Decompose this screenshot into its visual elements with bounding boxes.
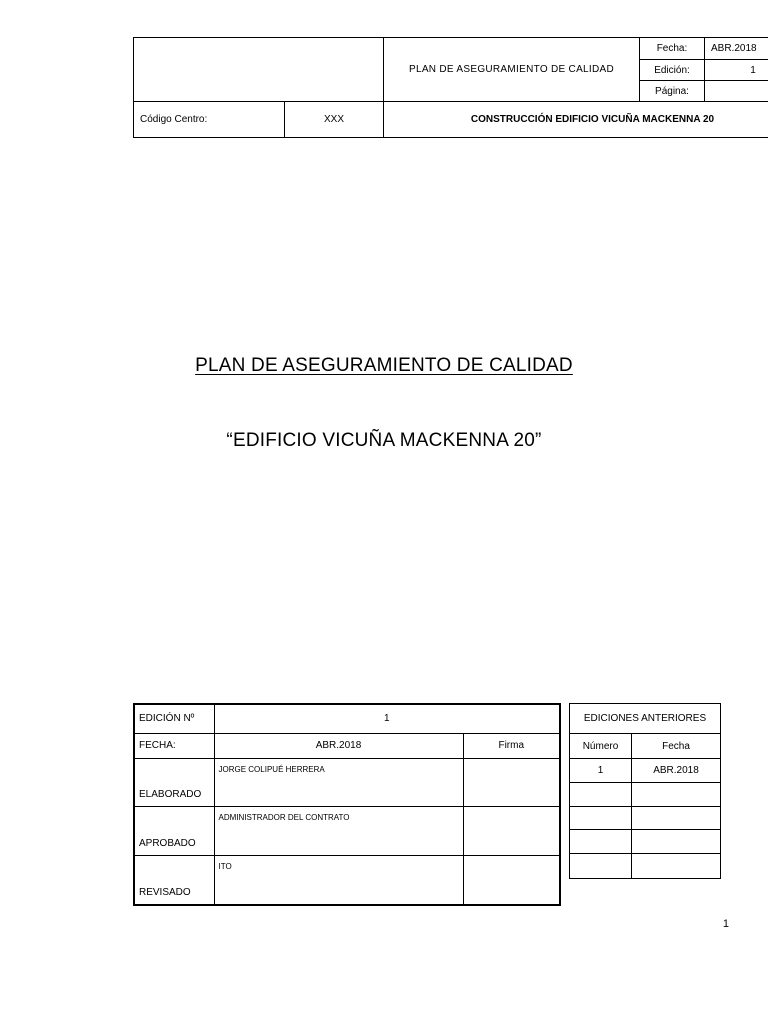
pagina-value — [705, 81, 768, 102]
header-title: PLAN DE ASEGURAMIENTO DE CALIDAD — [384, 38, 640, 102]
fecha-label: Fecha: — [640, 38, 705, 60]
fecha-value: ABR.2018 — [705, 38, 768, 60]
fecha-row-label: FECHA: — [134, 733, 214, 758]
numero-header: Número — [570, 734, 632, 759]
aprobado-signature — [463, 806, 560, 855]
document-header-table — [133, 37, 768, 138]
page-number: 1 — [722, 918, 729, 930]
revisado-name: ITO — [214, 855, 463, 905]
main-title-text: PLAN DE ASEGURAMIENTO DE CALIDAD — [195, 355, 573, 376]
edition-numero — [570, 830, 632, 854]
pagina-label: Página: — [640, 81, 705, 102]
elaborado-name: JORGE COLIPUÉ HERRERA — [214, 758, 463, 806]
aprobado-label: APROBADO — [134, 806, 214, 855]
edition-fecha — [632, 830, 721, 854]
edition-numero — [570, 807, 632, 830]
edition-numero: 1 — [570, 759, 632, 783]
elaborado-label: ELABORADO — [134, 758, 214, 806]
main-title — [0, 355, 768, 377]
edition-fecha — [632, 783, 721, 807]
revisado-signature — [463, 855, 560, 905]
edition-fecha — [632, 807, 721, 830]
firma-label: Firma — [463, 733, 560, 758]
fecha-header: Fecha — [632, 734, 721, 759]
edition-numero — [570, 854, 632, 879]
edition-fecha: ABR.2018 — [632, 759, 721, 783]
edicion-no-value: 1 — [214, 704, 560, 733]
subtitle: “EDIFICIO VICUÑA MACKENNA 20” — [226, 430, 542, 451]
revisado-label: REVISADO — [134, 855, 214, 905]
edicion-value: 1 — [705, 60, 768, 81]
aprobado-name: ADMINISTRADOR DEL CONTRATO — [214, 806, 463, 855]
fecha-row-value: ABR.2018 — [214, 733, 463, 758]
codigo-centro-label: Código Centro: — [134, 102, 285, 138]
edition-fecha — [632, 854, 721, 879]
logo-box — [134, 38, 384, 102]
project-name: CONSTRUCCIÓN EDIFICIO VICUÑA MACKENNA 20 — [384, 102, 768, 138]
elaborado-signature — [463, 758, 560, 806]
previous-editions-table — [569, 703, 721, 879]
previous-editions-title: EDICIONES ANTERIORES — [570, 704, 721, 734]
edition-numero — [570, 783, 632, 807]
edicion-no-label: EDICIÓN Nº — [134, 704, 214, 733]
edicion-label: Edición: — [640, 60, 705, 81]
approval-table — [133, 703, 561, 906]
codigo-centro-value: XXX — [285, 102, 384, 138]
